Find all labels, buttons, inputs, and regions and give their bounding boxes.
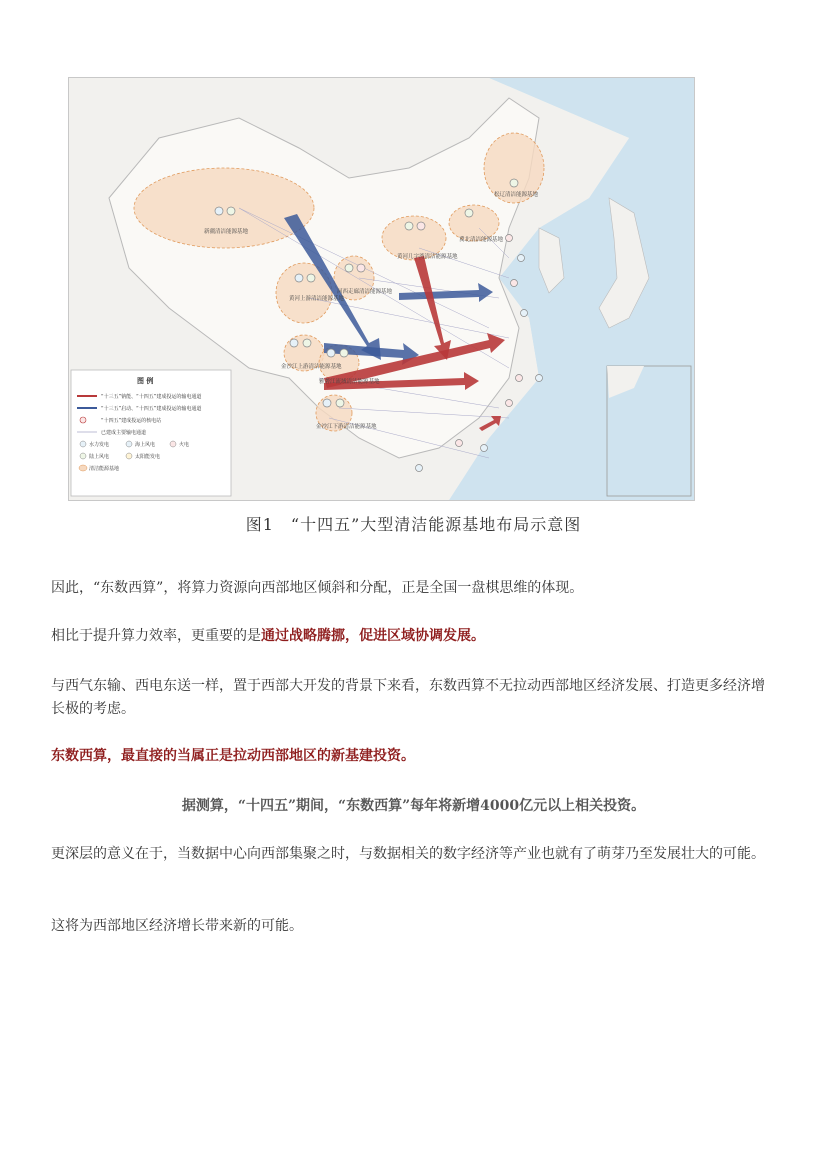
base-label-7: 金沙江上游清洁能源基地: [281, 364, 342, 370]
legend-title: 图 例: [137, 377, 154, 385]
legend-type-6: 清洁能源基地: [89, 466, 120, 472]
legend-item-3: “十四五”建成投运的核电站: [101, 418, 162, 424]
base-label-8: 雅砻江流域清洁能源基地: [319, 379, 380, 385]
legend-type-2: 海上风电: [135, 442, 156, 448]
paragraph-1: 因此，“东数西算”，将算力资源向西部地区倾斜和分配，正是全国一盘棋思维的体现。: [51, 580, 584, 596]
base-label-3: 河西走廊清洁能源基地: [337, 289, 393, 295]
legend-item-2: “十三五”启动、“十四五”建成投运的输电通道: [101, 406, 202, 412]
paragraph-2-highlight: 通过战略腾挪，促进区域协调发展。: [261, 628, 485, 644]
paragraph-2: [51, 625, 775, 648]
figure-caption: 图1 “十四五”大型清洁能源基地布局示意图: [245, 515, 582, 534]
legend: [71, 370, 231, 496]
inset-map: [607, 366, 691, 496]
base-label-1: 新疆清洁能源基地: [204, 229, 249, 235]
legend-type-4: 陆上风电: [89, 454, 110, 460]
legend-type-3: 火电: [179, 442, 190, 448]
paragraph-2-plain: 相比于提升算力效率，更重要的是: [51, 628, 261, 644]
legend-item-1: “十三五”钠能、“十四五”建成投运的输电通道: [101, 394, 202, 400]
base-label-2: 黄河上游清洁能源基地: [289, 296, 345, 302]
base-label-6: 松辽清洁能源基地: [494, 192, 539, 198]
paragraph-6: 更深层的意义在于，当数据中心向西部集聚之时，与数据相关的数字经济等产业也就有了萌芽乃至发展壮大的可能。: [51, 846, 765, 862]
legend-item-4: 已建成主要输电通道: [101, 430, 147, 436]
legend-type-1: 水力发电: [89, 442, 110, 448]
map-svg: [69, 78, 694, 500]
paragraph-7: 这将为西部地区经济增长带来新的可能。: [51, 918, 303, 934]
paragraph-4: 东数西算，最直接的当属正是拉动西部地区的新基建投资。: [51, 748, 415, 764]
base-label-5: 冀北清洁能源基地: [459, 237, 504, 243]
paragraph-3: 与西气东输、西电东送一样，置于西部大开发的背景下来看，东数西算不无拉动西部地区经济发展、打造更多经济增长极的考虑。: [51, 678, 765, 717]
base-label-4: 黄河几字湾清洁能源基地: [397, 254, 458, 260]
legend-type-5: 太阳能发电: [135, 454, 161, 460]
paragraph-5: 据测算，“十四五”期间，“东数西算”每年将新增4000亿元以上相关投资。: [181, 798, 646, 814]
base-label-9: 金沙江下游清洁能源基地: [316, 424, 377, 430]
energy-base-map: [68, 77, 695, 501]
